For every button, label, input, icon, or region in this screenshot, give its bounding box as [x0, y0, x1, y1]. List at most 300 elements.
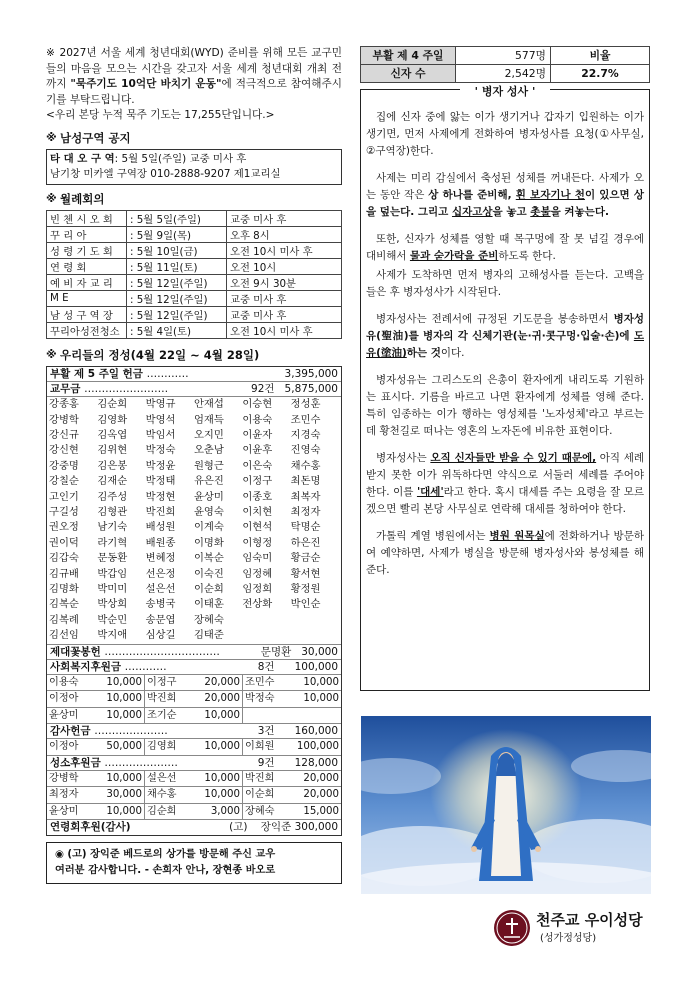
meeting-date: : 5월 10일(금) — [127, 242, 227, 258]
donor-name: 변혜정 — [145, 552, 176, 565]
donor-amount: 20,000 — [204, 677, 240, 689]
sick-p8c: 에 전화하거나 방문하여 예약하면, 사제가 병실을 방문해 병자성사와 봉성체를 해준다. — [366, 530, 644, 576]
donor-name: 오지민 — [193, 428, 224, 441]
meeting-time: 오전 9시 30분 — [227, 274, 342, 290]
sick-p2h: 을 켜놓는다. — [550, 206, 609, 218]
donor-name: 박지애 — [97, 629, 128, 642]
donor-name: 채수홍 — [147, 789, 177, 801]
meeting-row — [47, 306, 342, 322]
donor-name: 김은봉 — [97, 459, 128, 472]
donor-name: 엄재득 — [193, 413, 224, 426]
sick-p1: 집에 신자 중에 앓는 이가 생기거나 갑자기 입원하는 이가 생기면, 먼저 사제에게 전화하여 병자성사를 요청(①사무실, ②구역장)한다. — [366, 111, 644, 157]
sick-p7c: 아직 세례받지 못한 이가 위독하다면 약식으로 서둘러 세례를 주어야 한다. 이를 — [366, 452, 644, 498]
southern-line1-text: : 5월 5일(주일) 교중 미사 후 — [114, 152, 247, 165]
sunday-label: 부활 제 5 주일 헌금 — [50, 367, 143, 380]
sunday-dots: ………… — [146, 367, 189, 380]
sick-p8a: 가톨릭 계열 병원에서는 — [376, 530, 490, 542]
meeting-time: 교중 미사 후 — [227, 210, 342, 226]
sick-p3b: 물과 숟가락을 준비 — [409, 250, 499, 262]
meeting-row — [47, 322, 342, 338]
meeting-date: : 5월 12일(주일) — [127, 290, 227, 306]
thanks-line-1: ◉ (고) 장익준 베드로의 상가를 방문해 주신 교우 — [55, 849, 276, 861]
donor-name: 김주성 — [97, 490, 128, 503]
meeting-row — [47, 242, 342, 258]
donor-name: 최정자 — [290, 505, 321, 518]
donor-cell — [243, 691, 341, 706]
rosary-count: <우리 본당 누적 묵주 기도는 17,255단입니다.> — [46, 109, 275, 121]
donor-name: 윤상미 — [49, 805, 79, 817]
sick-p3c: 하도록 한다. — [498, 250, 556, 262]
flower-offering — [47, 645, 341, 660]
education-name-list — [47, 397, 341, 645]
donor-cell — [145, 739, 243, 754]
notice-text-1: 2027년 서울 세계 청년대회(WYD) 준비를 위해 모든 교구민들의 마음을 모으는 시간을 갖고자 서울 세계 청년대회 개최 전까지 — [46, 47, 342, 90]
welfare-donors — [47, 675, 341, 724]
meeting-date: : 5월 11일(토) — [127, 258, 227, 274]
vocation-amount: 128,000 — [294, 756, 338, 769]
vocation-dots: ………………… — [104, 756, 178, 769]
meeting-name: 연 령 회 — [47, 258, 127, 274]
donor-name: 김영화 — [97, 413, 128, 426]
southern-line-1 — [50, 152, 338, 167]
donor-name: 권오정 — [49, 521, 79, 534]
donor-cell — [243, 804, 341, 819]
donor-name: 박정숙 — [245, 693, 275, 705]
sick-title: ' 병자 성사 ' — [460, 83, 550, 99]
donor-row — [47, 691, 341, 707]
sick-p4: 사제가 도착하면 먼저 병자의 고해성사를 듣는다. 고백을 들은 후 병자성사가 시작된다. — [366, 269, 644, 298]
sick-p5b: 병자성유(聖油)를 병자의 각 신체기관(눈·귀·콧구멍·입술·손)에 — [366, 313, 644, 342]
thanks-donors — [47, 739, 341, 755]
southern-line-2: 남기창 미카엘 구역장 010-2888-9207 제1교리실 — [50, 167, 281, 180]
donor-name: 강칠순 — [49, 475, 79, 488]
sick-p7b: 오직 신자들만 받을 수 있기 때문에, — [430, 452, 597, 464]
donor-name: 송병국 — [145, 598, 176, 611]
donor-name: 윤상미 — [193, 490, 224, 503]
meeting-name: 성 령 기 도 회 — [47, 242, 127, 258]
donor-cell — [145, 804, 243, 819]
donor-amount: 10,000 — [204, 772, 240, 784]
donor-name: 김순희 — [97, 398, 128, 411]
donor-amount: 10,000 — [106, 709, 142, 721]
donor-name: 이태훈 — [193, 598, 224, 611]
donor-name: 설은선 — [147, 772, 177, 784]
offerings-table — [46, 366, 342, 837]
donor-name: 강병학 — [49, 772, 79, 784]
donor-amount: 20,000 — [204, 693, 240, 705]
donor-name: 이용숙 — [49, 677, 79, 689]
donor-name: 박정숙 — [145, 444, 176, 457]
sick-p8b: 병원 원목실 — [489, 530, 545, 542]
meeting-row — [47, 226, 342, 242]
donor-name: 배성원 — [145, 521, 176, 534]
donor-row — [47, 787, 341, 803]
donor-name: 김옥엽 — [97, 428, 128, 441]
meeting-row — [47, 274, 342, 290]
meeting-date: : 5월 12일(주일) — [127, 274, 227, 290]
donor-amount: 3,000 — [210, 805, 240, 817]
donor-cell — [145, 691, 243, 706]
donor-cell — [47, 804, 145, 819]
donor-amount: 10,000 — [204, 789, 240, 801]
condolence-thanks-box — [46, 842, 342, 884]
donor-name: 김선임 — [49, 629, 79, 642]
donor-name: 이순희 — [245, 789, 275, 801]
donor-name: 김위현 — [97, 444, 128, 457]
donor-name: 이정구 — [242, 475, 273, 488]
donor-name: 임정희 — [242, 582, 273, 595]
donor-name: 임정혜 — [242, 567, 273, 580]
offerings-marker: ※ — [46, 348, 57, 361]
meeting-date: : 5월 5일(주일) — [127, 210, 227, 226]
donor-cell — [243, 739, 341, 754]
southern-box — [46, 149, 342, 185]
southern-label: 타 대 오 구 역 — [50, 152, 115, 165]
stats-row1-label: 부활 제 4 주일 — [361, 47, 456, 65]
donor-amount: 20,000 — [303, 772, 339, 784]
donor-name: 이종호 — [242, 490, 273, 503]
sick-p2b: 상 하나를 준비해, — [428, 189, 516, 201]
donor-name: 이윤후 — [242, 444, 273, 457]
right-column — [360, 46, 650, 691]
left-column — [46, 46, 342, 884]
donor-amount: 100,000 — [296, 741, 339, 753]
donor-name — [291, 628, 339, 643]
donor-name: 고인기 — [49, 490, 79, 503]
donor-name: 이정구 — [147, 677, 177, 689]
donor-name: 박순민 — [97, 613, 128, 626]
sick-p2g: 촛불 — [530, 206, 551, 218]
parish-logo — [494, 910, 643, 946]
donor-name: 박영규 — [145, 398, 176, 411]
donor-name: 박진희 — [145, 505, 176, 518]
donor-name: 이희원 — [245, 741, 275, 753]
flower-name: 문명환 — [260, 645, 292, 658]
donor-name: 최복자 — [290, 490, 321, 503]
donor-name: 이치현 — [242, 505, 273, 518]
sick-sacrament-box — [360, 85, 650, 691]
donor-name: 조기순 — [147, 709, 177, 721]
donor-name: 김복순 — [49, 598, 79, 611]
sick-p8 — [366, 528, 644, 579]
donor-name: 박임서 — [145, 428, 176, 441]
meeting-row — [47, 258, 342, 274]
meeting-name: 꾸 리 아 — [47, 226, 127, 242]
donor-cell — [47, 739, 145, 754]
vocation-donors — [47, 771, 341, 820]
sick-p5 — [366, 311, 644, 362]
vocation-label: 성소후원금 — [50, 756, 101, 769]
monthly-marker: ※ — [46, 192, 57, 205]
flower-dots: …………………………… — [104, 645, 220, 658]
donor-name: 박미미 — [97, 582, 128, 595]
wyd-notice — [46, 46, 342, 124]
notice-marker: ※ — [46, 47, 56, 59]
donor-row — [47, 804, 341, 820]
donor-amount: 10,000 — [204, 741, 240, 753]
donor-cell — [145, 787, 243, 802]
donor-cell — [145, 771, 243, 786]
donor-cell — [243, 787, 341, 802]
donor-row — [47, 739, 341, 755]
donor-name: 강신규 — [49, 428, 79, 441]
meeting-row — [47, 210, 342, 226]
donor-name: 강병학 — [49, 413, 79, 426]
federation-fund — [47, 820, 341, 835]
donor-name: 최정자 — [49, 789, 79, 801]
donor-name: 김갑숙 — [49, 552, 79, 565]
stats-ratio-head: 비율 — [551, 47, 650, 65]
donor-row — [47, 708, 341, 724]
donor-name: 탁명순 — [290, 521, 321, 534]
stats-row1-value: 577명 — [456, 47, 551, 65]
welfare-fund — [47, 660, 341, 675]
donor-name: 설은선 — [145, 582, 176, 595]
donor-name: 조민수 — [245, 677, 275, 689]
donor-name: 윤상미 — [49, 709, 79, 721]
meeting-name: M E — [47, 290, 127, 306]
welfare-label: 사회복지후원금 — [50, 660, 122, 673]
donor-amount: 20,000 — [303, 789, 339, 801]
vocation-count: 9건 — [257, 756, 275, 769]
thanks-amount: 160,000 — [294, 725, 338, 738]
southern-marker: ※ — [46, 131, 57, 144]
sunday-amount: 3,395,000 — [284, 367, 338, 380]
donor-cell — [145, 675, 243, 690]
meeting-name: 예 비 자 교 리 — [47, 274, 127, 290]
federation-name: 장익준 — [260, 820, 292, 833]
donor-name: 박갑임 — [97, 567, 128, 580]
parish-subname: (성가정성당) — [540, 933, 597, 944]
donor-name: 이정아 — [49, 693, 79, 705]
donor-name: 박진희 — [147, 693, 177, 705]
education-fund — [47, 382, 341, 397]
sick-p5d: 하는 것 — [406, 347, 441, 359]
donor-name: 임숙미 — [242, 552, 273, 565]
donor-name: 황서현 — [290, 567, 321, 580]
federation-amount: 300,000 — [294, 820, 338, 833]
attendance-table — [360, 46, 650, 83]
donor-amount: 15,000 — [303, 805, 339, 817]
meeting-time: 오후 8시 — [227, 226, 342, 242]
donor-name: 이용숙 — [242, 413, 273, 426]
donor-name: 박인순 — [290, 598, 321, 611]
donor-name: 이형정 — [242, 536, 273, 549]
donor-amount: 10,000 — [303, 693, 339, 705]
flower-label: 제대꽃봉헌 — [50, 645, 101, 658]
donor-name: 박정현 — [145, 490, 176, 503]
donor-name: 이은숙 — [242, 459, 273, 472]
sick-p2c: 흰 보자기나 천 — [515, 189, 585, 201]
donor-name: 강종홍 — [49, 398, 79, 411]
donor-name: 배원종 — [145, 536, 176, 549]
donor-name: 김형관 — [97, 505, 128, 518]
monthly-heading-text: 월례회의 — [60, 191, 105, 206]
donor-cell — [243, 771, 341, 786]
donor-name — [242, 628, 290, 643]
donor-name: 오춘남 — [193, 444, 224, 457]
education-count: 92건 — [251, 382, 275, 395]
thanks-dots: ………………… — [94, 725, 168, 738]
donor-name: 장혜숙 — [193, 613, 224, 626]
virgin-mary-image — [361, 716, 651, 894]
donor-amount: 30,000 — [106, 789, 142, 801]
donor-row — [47, 771, 341, 787]
vocation-fund — [47, 756, 341, 771]
meeting-date: : 5월 4일(토) — [127, 322, 227, 338]
donor-name: 이현석 — [242, 521, 273, 534]
donor-name: 이승현 — [242, 398, 273, 411]
meeting-time: 오전 10시 미사 후 — [227, 242, 342, 258]
sick-p2d: 이 있으면 상을 덮는다. 그리고 — [366, 189, 644, 218]
donor-name: 김규배 — [49, 567, 79, 580]
donor-name: 황금순 — [290, 552, 321, 565]
meeting-row — [47, 290, 342, 306]
donor-name — [242, 613, 290, 628]
donor-name: 김태준 — [193, 629, 224, 642]
sick-p7e: 라고 한다. 혹시 대세를 주는 요령을 잘 모르겠으면 빨리 본당 사무실로 연락해 대세를 청하여야 한다. — [366, 486, 644, 515]
donor-name: 김복례 — [49, 613, 79, 626]
sick-p2a: 사제는 미리 감실에서 축성된 성체를 꺼내든다. 사제가 오는 동안 작은 — [366, 172, 644, 201]
donor-name: 유은진 — [193, 475, 224, 488]
donor-name: 지경숙 — [290, 428, 321, 441]
thanks-label: 감사헌금 — [50, 725, 91, 738]
donor-name: 박영석 — [145, 413, 176, 426]
donor-name: 김영희 — [147, 741, 177, 753]
sick-p7a: 병자성사는 — [376, 452, 431, 464]
donor-name: 안재섭 — [193, 398, 224, 411]
donor-name: 이명화 — [193, 536, 224, 549]
donor-cell — [145, 708, 243, 723]
donor-amount: 10,000 — [106, 693, 142, 705]
donor-name: 이윤자 — [242, 428, 273, 441]
stats-ratio-value: 22.7% — [551, 65, 650, 83]
meeting-time: 오전 10시 — [227, 258, 342, 274]
monthly-heading — [46, 191, 342, 207]
donor-cell — [47, 771, 145, 786]
donor-name: 심상길 — [145, 629, 176, 642]
donor-name: 박정윤 — [145, 459, 176, 472]
donor-cell — [47, 691, 145, 706]
meeting-time: 교중 미사 후 — [227, 290, 342, 306]
donor-amount: 10,000 — [204, 709, 240, 721]
stats-row2-label: 신자 수 — [361, 65, 456, 83]
federation-label: 연령회후원(감사) — [50, 820, 131, 833]
donor-name: 김순희 — [147, 805, 177, 817]
offerings-heading — [46, 347, 342, 363]
donor-name: 남기숙 — [97, 521, 128, 534]
donor-name: 구길성 — [49, 505, 79, 518]
notice-text-bold: "묵주기도 10억단 바치기 운동" — [70, 78, 222, 90]
donor-amount: 10,000 — [106, 772, 142, 784]
sick-p7d: '대세' — [416, 486, 444, 498]
donor-name: 윤영숙 — [193, 505, 224, 518]
donor-name: 라기혁 — [97, 536, 128, 549]
welfare-amount: 100,000 — [294, 660, 338, 673]
donor-name — [291, 613, 339, 628]
donor-amount: 10,000 — [106, 805, 142, 817]
meeting-name: 꾸리아성전청소 — [47, 322, 127, 338]
donor-name: 이숙진 — [193, 567, 224, 580]
thanks-line-2: 여러분 감사합니다. - 손희자 안나, 장현종 바오로 — [55, 865, 276, 877]
education-dots: …………………… — [84, 382, 169, 395]
flower-amount: 30,000 — [301, 645, 338, 658]
donor-name: 강신현 — [49, 444, 79, 457]
donor-name: 김명화 — [49, 582, 79, 595]
virgin-mary-illustration — [361, 716, 651, 894]
sick-p5a: 병자성사는 전례서에 규정된 기도문을 봉송하면서 — [376, 313, 614, 325]
welfare-dots: ………… — [124, 660, 167, 673]
meeting-name: 남 성 구 역 장 — [47, 306, 127, 322]
donor-name: 하은진 — [290, 536, 321, 549]
donor-name: 문동환 — [97, 552, 128, 565]
sick-p2f: 을 놓고 — [492, 206, 531, 218]
parish-name: 천주교 우이성당 — [536, 911, 643, 929]
donor-name: 송문엽 — [145, 613, 176, 626]
sick-p5e: 이다. — [440, 347, 465, 359]
sick-p2e: 십자고상 — [451, 206, 493, 218]
donor-name: 진영숙 — [290, 444, 321, 457]
donor-cell — [47, 787, 145, 802]
donor-name: 원형근 — [193, 459, 224, 472]
donor-name: 선은정 — [145, 567, 176, 580]
notice-text-2: 에 적극적으로 참여해주시기를 부탁드립니다. — [46, 78, 342, 106]
donor-name: 최돈명 — [290, 475, 321, 488]
welfare-count: 8건 — [257, 660, 275, 673]
donor-name: 강중명 — [49, 459, 79, 472]
meeting-name: 빈 첸 시 오 회 — [47, 210, 127, 226]
meeting-time: 오전 10시 미사 후 — [227, 322, 342, 338]
sick-p2 — [366, 170, 644, 221]
donor-name: 박진희 — [245, 772, 275, 784]
donor-name: 이순희 — [193, 582, 224, 595]
donor-name: 이계숙 — [193, 521, 224, 534]
donor-name: 채수홍 — [290, 459, 321, 472]
donor-amount: 10,000 — [106, 677, 142, 689]
federation-who: (고) — [229, 820, 248, 833]
donor-row — [47, 675, 341, 691]
southern-heading — [46, 130, 342, 146]
donor-name: 황정원 — [290, 582, 321, 595]
donor-amount: 50,000 — [106, 741, 142, 753]
donor-name: 이복순 — [193, 552, 224, 565]
donor-cell — [47, 708, 145, 723]
donor-name: 이정아 — [49, 741, 79, 753]
donor-amount: 10,000 — [303, 677, 339, 689]
donor-name: 전상화 — [242, 598, 273, 611]
sunday-collection — [47, 367, 341, 382]
meeting-date: : 5월 12일(주일) — [127, 306, 227, 322]
education-label: 교무금 — [50, 382, 81, 395]
donor-name: 조민수 — [290, 413, 321, 426]
donor-cell — [47, 675, 145, 690]
donor-cell — [243, 675, 341, 690]
thanks-count: 3건 — [257, 725, 275, 738]
meeting-time: 교중 미사 후 — [227, 306, 342, 322]
donor-name: 김재순 — [97, 475, 128, 488]
meeting-date: : 5월 9일(목) — [127, 226, 227, 242]
donor-cell — [243, 708, 341, 723]
thanks-fund — [47, 724, 341, 739]
sick-p5c: 도유(塗油) — [366, 330, 644, 359]
offerings-heading-text: 우리들의 정성(4월 22일 ~ 4월 28일) — [60, 347, 260, 362]
monthly-table — [46, 210, 342, 339]
southern-heading-text: 남성구역 공지 — [60, 130, 131, 145]
sick-p7 — [366, 450, 644, 518]
donor-name: 박상희 — [97, 598, 128, 611]
donor-name: 권이덕 — [49, 536, 79, 549]
donor-name: 정성훈 — [290, 398, 321, 411]
